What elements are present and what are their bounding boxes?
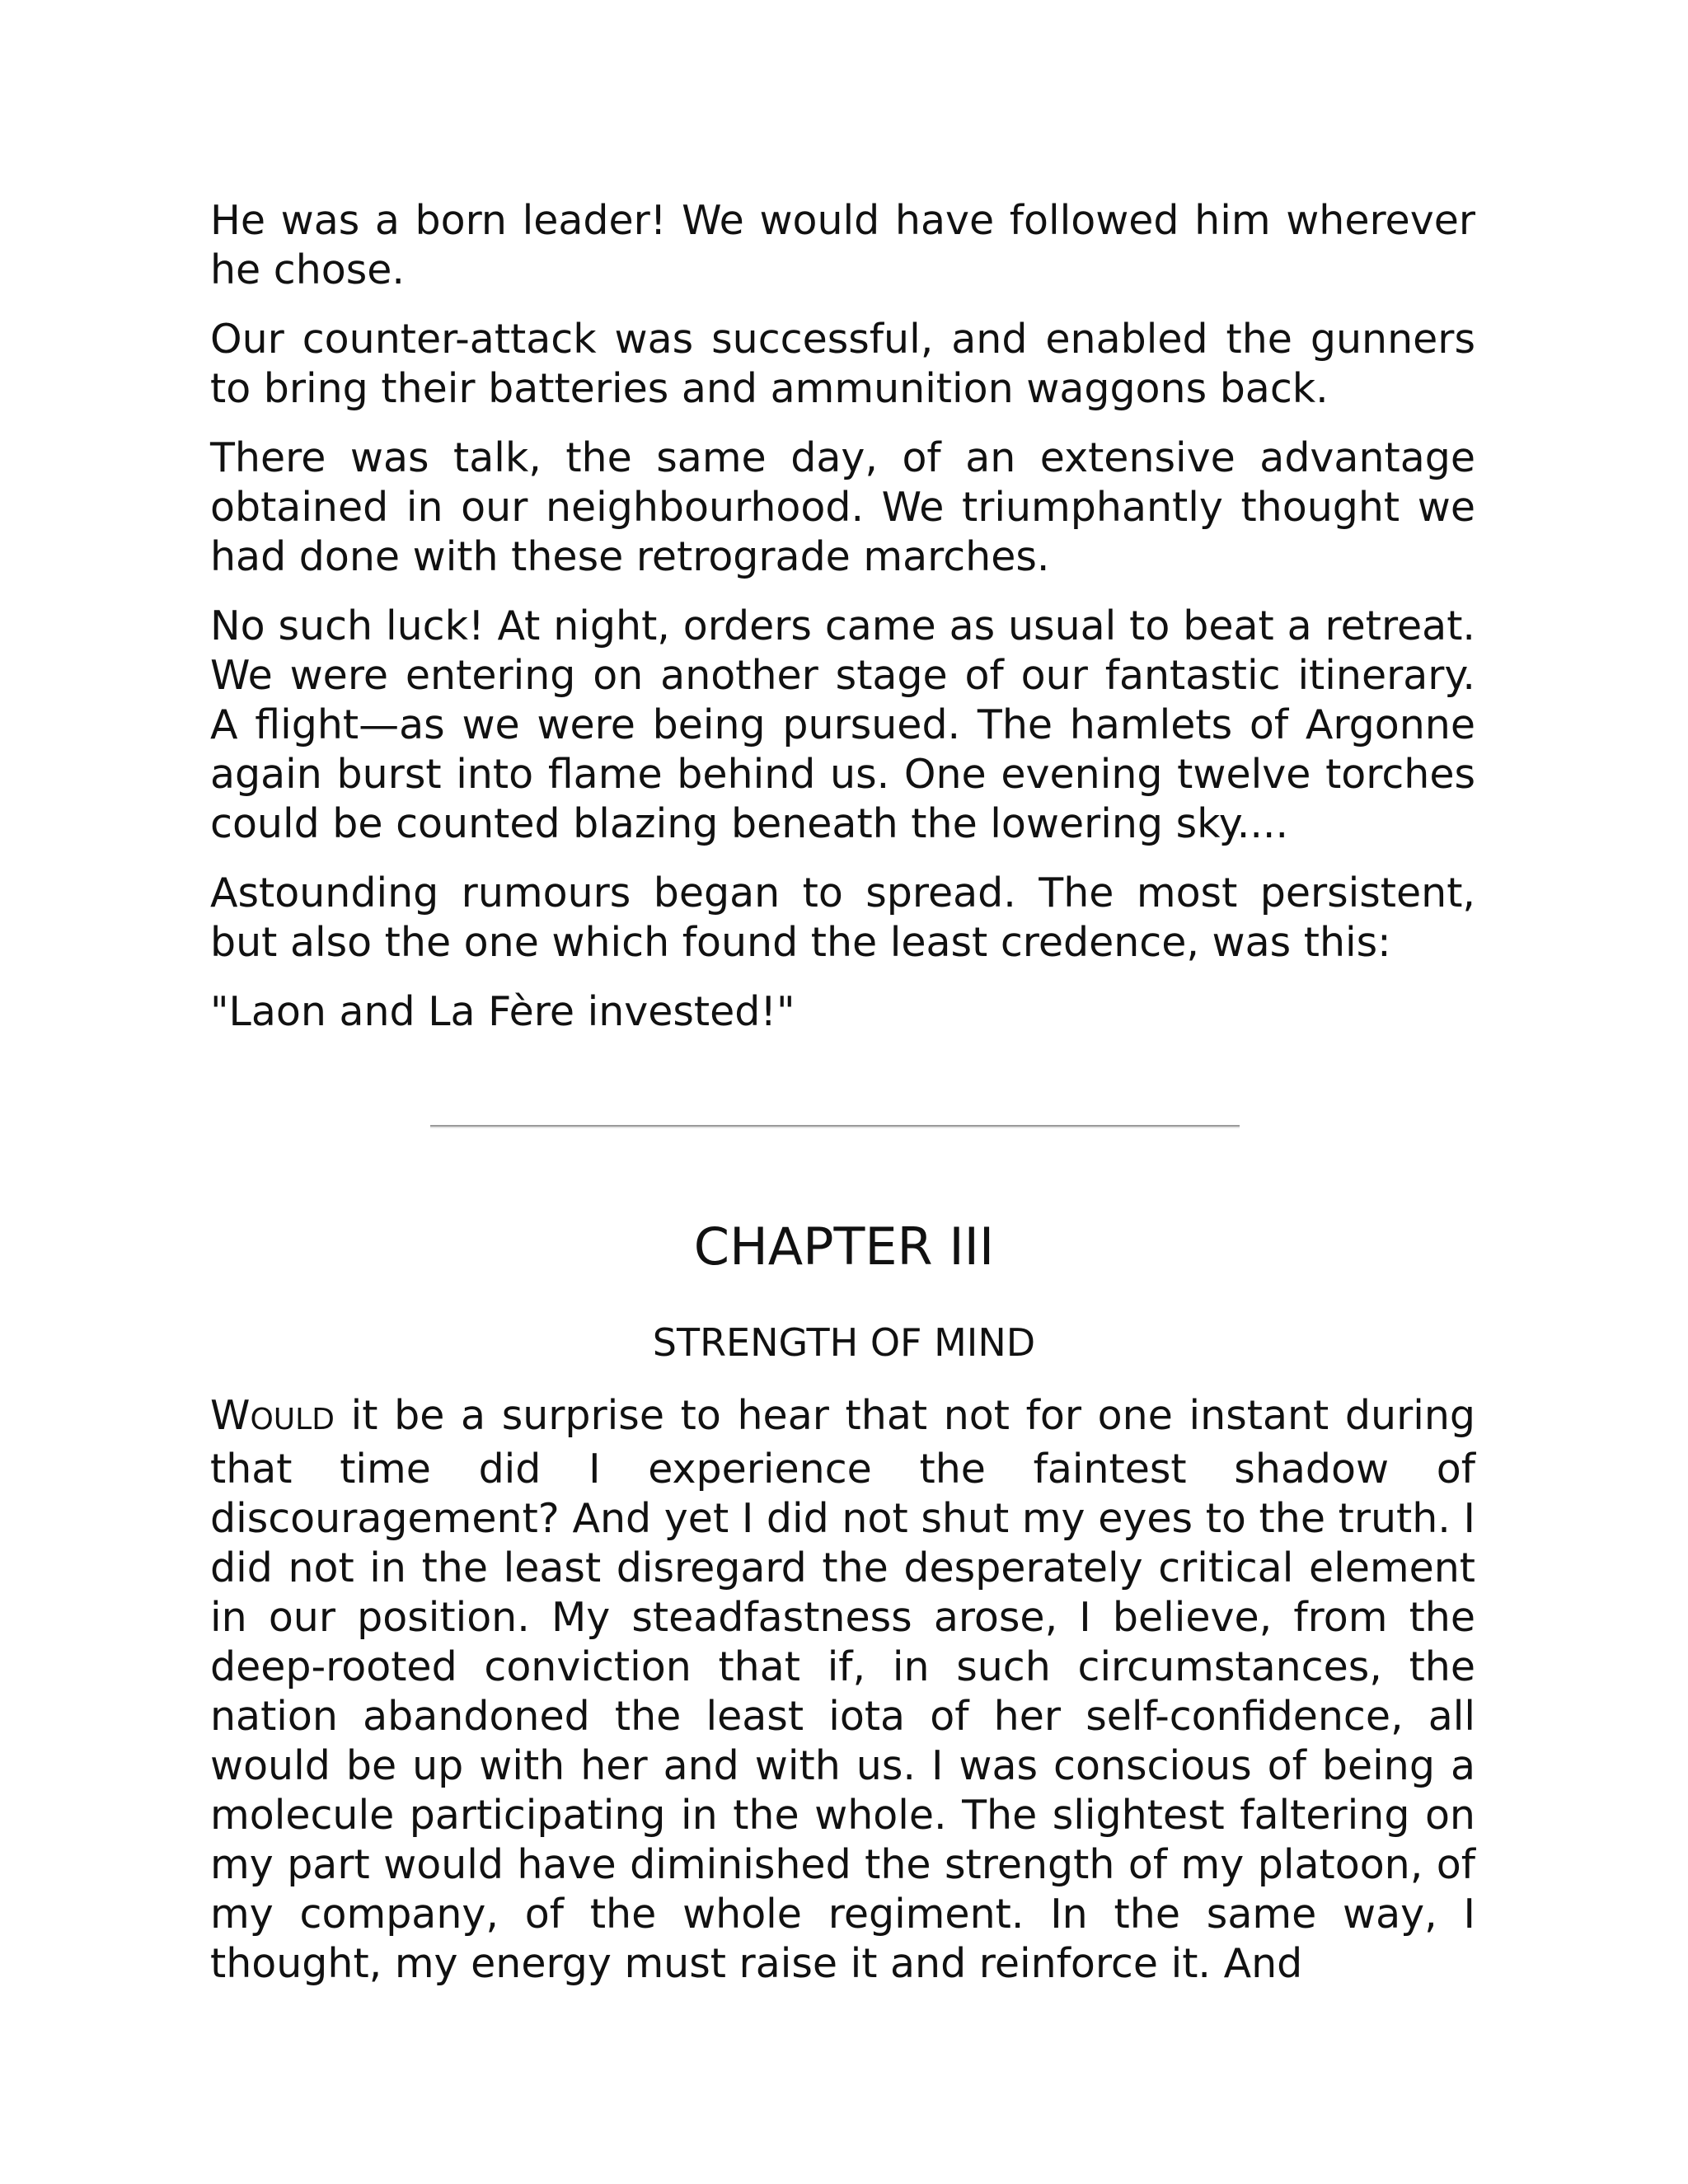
paragraph: There was talk, the same day, of an extensive advantage obtained in our neighbourhood. We triumphantly thought we had done with these retrograde marches.	[210, 434, 1475, 580]
section-divider	[430, 1125, 1240, 1128]
chapter-opening-paragraph	[210, 1391, 1475, 1989]
chapter-opening-text: it be a surprise to hear that not for one instant during that time did I experience the faintest shadow of discouragement? And yet I did not shut my eyes to the truth. I did not in the least disregard the desperately critical element in our position. My steadfastness arose, I believe, from the deep-rooted conviction that if, in such circumstances, the nation abandoned the least iota of her self-confidence, all would be up with her and with us. I was conscious of being a molecule participating in the whole. The slightest faltering on my part would have diminished the strength of my platoon, of my company, of the whole regiment. In the same way, I thought, my energy must raise it and reinforce it. And	[210, 1392, 1475, 1987]
chapter-subtitle: STRENGTH OF MIND	[652, 1320, 1036, 1365]
paragraph: No such luck! At night, orders came as usual to beat a retreat. We were entering on another stage of our fantastic itinerary. A flight—as we were being pursued. The hamlets of Argonne again burst into flame behind us. One evening twelve torches could be counted blazing beneath the lowering sky....	[210, 602, 1475, 847]
paragraph: Our counter-attack was successful, and enabled the gunners to bring their batteries and ammunition waggons back.	[210, 316, 1475, 412]
opening-word-initial: W	[210, 1392, 251, 1439]
chapter-title: CHAPTER III	[693, 1216, 995, 1277]
text-block	[210, 196, 1475, 1057]
opening-word-smallcaps: OULD	[250, 1403, 335, 1436]
paragraph: He was a born leader! We would have followed him wherever he chose.	[210, 197, 1475, 293]
paragraph: Astounding rumours began to spread. The most persistent, but also the one which found the least credence, was this:	[210, 869, 1475, 966]
chapter-body	[210, 1391, 1475, 2008]
paragraph: "Laon and La Fère invested!"	[210, 988, 795, 1035]
